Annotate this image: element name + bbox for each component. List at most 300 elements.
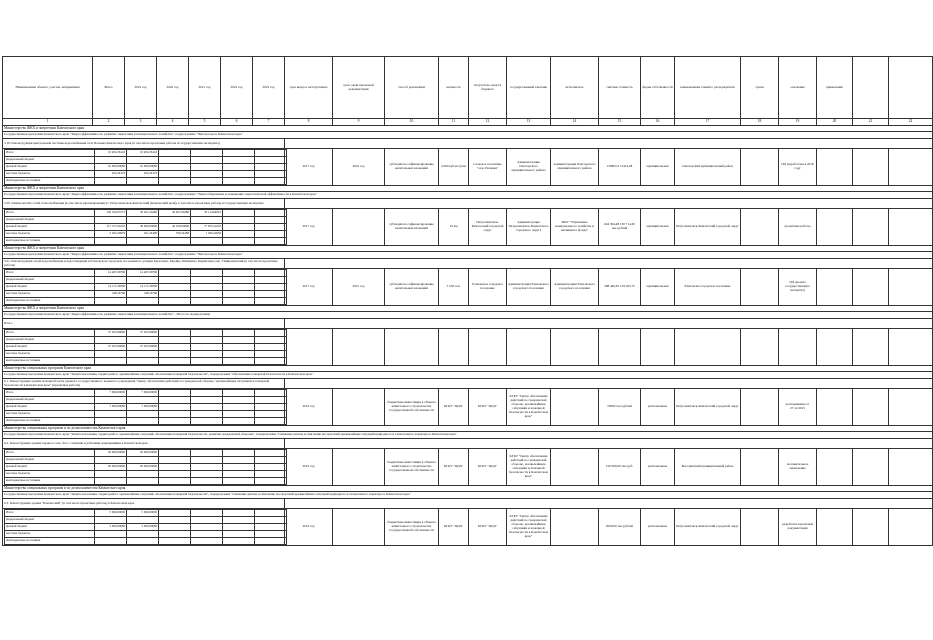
financing-amount [223,524,255,531]
financing-amount [255,390,287,397]
department-name: Министерство ЖКХ и энергетики Камчатского края [3,186,933,192]
object-details-row [3,509,933,546]
financing-amount: 20 000,00000 [127,450,159,457]
financing-amount [191,171,223,178]
financing-row [5,478,287,485]
department-name: Министерство ЖКХ и энергетики Камчатского края [3,126,933,132]
financing-amount [255,531,287,538]
detail-cell: КГКУ "ЦОД" [469,509,507,546]
detail-cell: субсидии на софинансирование капитальных вложений [385,209,439,246]
financing-row [5,217,287,224]
financing-source: краевой бюджет [5,464,95,471]
detail-cell [853,149,889,186]
financing-amount: 44 627,94286 [159,210,191,217]
column-number-cell: 3 [125,119,157,126]
financing-amount: 348,19796 [127,291,159,298]
financing-amount: 10 000,00000 [95,164,127,171]
financing-row [5,210,287,217]
financing-amount [127,457,159,464]
financing-amount [127,517,159,524]
financing-amount [191,337,223,344]
financing-amount [159,277,191,284]
program-name: Государственная программа Камчатского края "Энергоэффективность, развитие энергетики и коммунального хозяйства", подпрограмма "Чистая вода в Камчатском крае" [3,132,933,139]
object-row-spacer [285,379,933,389]
financing-amount: 5 000,00000 [127,524,159,531]
program-row [3,312,933,319]
financing-amount [223,351,255,358]
financing-amount [223,164,255,171]
financing-row [5,284,287,291]
financing-amount [223,157,255,164]
header-cell: мощность [439,57,469,119]
financing-row [5,277,287,284]
object-row [3,499,933,509]
header-cell: сметная стоимость [599,57,641,119]
department-name: Министерство специальных программ и по делам казачества Камчатского края [3,486,933,492]
financing-amount [191,344,223,351]
financing-source: федеральный бюджет [5,217,95,224]
detail-cell [551,389,599,426]
financing-amount [255,157,287,164]
financing-source: федеральный бюджет [5,457,95,464]
detail-cell [439,329,469,366]
detail-cell: Быстринский муниципальный район [675,449,741,486]
column-number-cell: 17 [675,119,741,126]
financing-amount: 14 465,39796 [127,270,159,277]
financing-amount: 20 000,00000 [127,464,159,471]
header-cell: примечание [817,57,853,119]
financing-amount [159,337,191,344]
financing-amount [159,411,191,418]
financing-table [4,149,287,185]
financing-amount [95,351,127,358]
column-number-cell: 4 [157,119,189,126]
financing-row [5,358,287,365]
financing-amount [255,351,287,358]
financing-amount [255,217,287,224]
detail-cell: бюджетные инвестиции в объекты капитального строительства государственной собственности [385,509,439,546]
detail-cell [817,209,853,246]
financing-amount [255,164,287,171]
financing-amount [191,217,223,224]
financing-amount: 10 204,36143 [127,150,159,157]
object-name: 6.2. Реконструкция здания гаража в селе Эссо с жилыми и рабочими помещениями в Камчатском крае [3,439,285,449]
header-cell: исполнитель [551,57,599,119]
financing-amount [255,171,287,178]
detail-cell: Елизовское городское поселение [469,269,507,306]
financing-amount [255,284,287,291]
financing-amount [159,397,191,404]
financing-amount: 7 000,00000 [95,404,127,411]
financing-amount [223,210,255,217]
financing-amount [191,524,223,531]
detail-cell [853,329,889,366]
column-number-cell: 8 [285,119,333,126]
detail-cell: Петропавловск-Камчатский городской округ [675,509,741,546]
financing-source: Итого [5,390,95,397]
object-name: 6.1. Реконструкция здания пожарной части краевого государственного казенного учреждения "Центр обеспечения действий по гражданской обороне, чрезвычайным ситуациям и пожарной безопасности в Камчатском крае" (проектные работы) [3,379,285,389]
detail-cell [741,149,779,186]
detail-cell [285,329,333,366]
detail-cell [385,329,439,366]
financing-amount [255,277,287,284]
object-name: 6.3. Реконструкция здания "Камчатский" (в том числе проектные работы) в Камчатском крае [3,499,285,509]
detail-cell: муниципальная [641,269,675,306]
financing-amount [159,510,191,517]
header-cell: 2019 год [125,57,157,119]
financing-table [4,449,287,485]
financing-amount [127,351,159,358]
financing-row [5,390,287,397]
object-row [3,379,933,389]
column-number-cell: 6 [221,119,253,126]
header-cell: способ реализации [385,57,439,119]
financing-block [3,149,285,186]
financing-amount: 20 000,00000 [95,450,127,457]
financing-amount [159,450,191,457]
financing-amount [255,337,287,344]
object-row-spacer [285,319,933,329]
detail-cell [675,329,741,366]
financing-source: внебюджетные источники [5,298,95,305]
financing-amount [223,450,255,457]
financing-amount [255,178,287,185]
financing-amount [223,224,255,231]
financing-amount: 5 000,00000 [95,510,127,517]
department-name: Министерство ЖКХ и энергетики Камчатского края [3,306,933,312]
detail-cell [333,209,385,246]
financing-amount [223,277,255,284]
financing-amount [223,171,255,178]
program-name: Государственная программа Камчатского края "Защита населения, территорий от чрезвычайных ситуаций, обеспечение пожарной безопасности", подпрограмма "Обеспечение пожарной безопасности в Камчатском крае" [3,372,933,379]
financing-amount: 10 204,36143 [95,150,127,157]
financing-amount [159,351,191,358]
detail-cell: 2015 год [333,269,385,306]
program-row [3,432,933,439]
detail-cell: проектные работы [779,209,817,246]
financing-amount [255,404,287,411]
financing-amount [191,538,223,545]
detail-cell [469,329,507,366]
financing-amount: 2 493,20979 [95,231,127,238]
financing-row [5,524,287,531]
detail-cell [853,389,889,426]
detail-cell [333,509,385,546]
financing-row [5,404,287,411]
financing-amount [255,358,287,365]
financing-amount [159,358,191,365]
financing-amount [159,471,191,478]
detail-cell [889,329,933,366]
object-name: Итого [3,319,285,329]
financing-amount [255,397,287,404]
detail-cell: 2017 год [285,269,333,306]
column-number-cell: 19 [779,119,817,126]
financing-amount [95,411,127,418]
financing-amount [255,457,287,464]
financing-amount [191,471,223,478]
financing-amount [159,284,191,291]
header-cell [853,57,889,119]
financing-amount: 348,19796 [95,291,127,298]
financing-amount [159,270,191,277]
financing-source: краевой бюджет [5,344,95,351]
financing-amount [223,358,255,365]
detail-cell: Петропавловск-Камчатский городской округ [469,209,507,246]
financing-row [5,450,287,457]
financing-amount [255,510,287,517]
financing-amount [191,150,223,157]
detail-cell: 2017 год [285,209,333,246]
financing-amount [255,450,287,457]
financing-amount [159,171,191,178]
financing-amount [223,418,255,425]
financing-block [3,389,285,426]
header-cell: форма собственности [641,57,675,119]
financing-amount [223,478,255,485]
program-name: Государственная программа Камчатского края "Энергоэффективность, развитие энергетики и коммунального хозяйства", подпрограмма "Энергосбережение и повышение энергетической эффективности в Камчатском крае" [3,192,933,199]
detail-cell: КГКУ "ЦОД" [439,449,469,486]
financing-amount [95,217,127,224]
financing-amount [255,344,287,351]
financing-amount [223,510,255,517]
financing-amount [191,277,223,284]
financing-row [5,344,287,351]
detail-cell [779,329,817,366]
detail-cell: Петропавловск-Камчатский городской округ [675,389,741,426]
financing-amount [95,337,127,344]
financing-amount [159,238,191,245]
financing-source: Итого [5,150,95,157]
detail-cell: 139807,6 12414,28 [599,149,641,186]
detail-cell: Олюторский муниципальный район [675,149,741,186]
financing-amount [223,457,255,464]
detail-cell [741,269,779,306]
financing-amount [127,538,159,545]
detail-cell: 70000 тыс.рублей [599,389,641,426]
financing-amount [159,418,191,425]
object-row [3,319,933,329]
header-cell: наименование главного распорядителя [675,57,741,119]
header-cell: Всего [93,57,125,119]
financing-amount [127,531,159,538]
financing-row [5,238,287,245]
detail-cell: 2016 год [285,389,333,426]
detail-cell: КГКУ "ЦОД" [439,509,469,546]
financing-row [5,298,287,305]
financing-amount [223,464,255,471]
detail-cell: Администрация Петропавловск-Камчатского городского округа [507,209,551,246]
object-row-spacer [285,199,933,209]
column-number-cell: 16 [641,119,675,126]
detail-cell [817,269,853,306]
object-name: 3.19. Реконструкция центральной системы водоснабжения села Паланка Камчатского края (в том числе проектные работы и государственная экспертиза) [3,139,285,149]
financing-amount: 451,24490 [127,231,159,238]
object-row-spacer [285,259,933,269]
detail-cell [333,329,385,366]
financing-amount: 1 296,42059 [191,231,223,238]
financing-amount [191,390,223,397]
header-cell: 2020 год [157,57,189,119]
financing-amount [255,224,287,231]
detail-cell: распоряжение от 27.12.2015 [779,389,817,426]
object-details-row [3,389,933,426]
object-name: 3.20. Замена ветхих сетей теплоснабжения (в том числе проектирование) г. Петропавловск-Камчатский (Камчатский край), в том числе проектные работы и государственная экспертиза [3,199,285,209]
financing-amount: 27 633,00000 [95,344,127,351]
program-row [3,252,933,259]
financing-amount [95,178,127,185]
detail-cell: 2000,00 тыс.рублей [599,509,641,546]
financing-block [3,509,285,546]
financing-row [5,411,287,418]
financing-block [3,449,285,486]
financing-source: Итого [5,450,95,457]
financing-row [5,330,287,337]
financing-amount: 14 465,39796 [95,270,127,277]
financing-amount [127,418,159,425]
financing-amount [127,337,159,344]
financing-amount: 120 192,07273 [95,210,127,217]
financing-amount [127,411,159,418]
header-cell: 2021 год [189,57,221,119]
financing-amount [159,178,191,185]
detail-cell: Администрация Олюторского муниципального района [551,149,599,186]
column-number-cell: 21 [853,119,889,126]
financing-amount [255,270,287,277]
detail-cell: 2017 год [285,149,333,186]
detail-cell: 2016 год [285,509,333,546]
financing-amount [191,157,223,164]
financing-source: Итого [5,210,95,217]
detail-cell [889,449,933,486]
detail-cell: КГКУ "Центр обеспечения действий по гражданской обороне, чрезвычайным ситуациям и пожарной безопасности в Камчатском крае" [507,509,551,546]
financing-source: краевой бюджет [5,524,95,531]
header-cell: 2023 год [253,57,285,119]
financing-amount [255,231,287,238]
financing-source: местные бюджеты [5,531,95,538]
detail-cell: Сельское поселение "село Паланка" [469,149,507,186]
header-cell: Наименование объекта, участка, направления [3,57,93,119]
financing-row [5,457,287,464]
object-row [3,439,933,449]
financing-amount [95,471,127,478]
financing-block [3,269,285,306]
financing-amount [255,524,287,531]
financing-amount [159,150,191,157]
financing-amount [223,471,255,478]
financing-amount [223,291,255,298]
financing-amount [255,291,287,298]
detail-cell: Администрация Олюторского муниципального района [507,149,551,186]
financing-source: местные бюджеты [5,171,95,178]
financing-amount [191,284,223,291]
financing-source: краевой бюджет [5,404,95,411]
financing-amount [223,270,255,277]
financing-amount [191,418,223,425]
financing-amount [255,464,287,471]
financing-amount [127,471,159,478]
detail-cell: МКУ "Управление коммунального хозяйства и жилищного фонда" [551,209,599,246]
financing-amount: 766,54286 [159,231,191,238]
financing-amount [255,478,287,485]
financing-source: Итого [5,510,95,517]
object-name: 3.21. Реконструкция сетей водоснабжения и водоотведения в Елизовском городском поселении по улицам Березовая, Завойко, Шевченко, Кирпичная, пер. Тимирязевский (в том числе проектные работы) [3,259,285,269]
financing-amount [223,538,255,545]
column-number-cell: 22 [889,119,933,126]
financing-amount [95,538,127,545]
financing-source: внебюджетные источники [5,358,95,365]
financing-amount [159,464,191,471]
detail-cell: ПД разработана в 2018 году [779,149,817,186]
detail-cell: КГКУ "ЦОД" [469,389,507,426]
financing-amount [159,164,191,171]
financing-amount [159,390,191,397]
financing-row [5,517,287,524]
column-number-cell: 7 [253,119,285,126]
financing-amount [127,298,159,305]
financing-amount: 27 633,00000 [127,344,159,351]
detail-cell [817,509,853,546]
financing-amount [191,351,223,358]
financing-row [5,464,287,471]
detail-cell [551,449,599,486]
detail-cell: Елизовское городское поселение [675,269,741,306]
detail-cell: КГКУ "Центр обеспечения действий по гражданской обороне, чрезвычайным ситуациям и пожарной безопасности в Камчатском крае" [507,449,551,486]
financing-amount [191,358,223,365]
financing-amount: 10 000,00000 [127,164,159,171]
detail-cell: КГКУ "ЦОД" [439,389,469,426]
detail-cell [889,509,933,546]
header-cell: срок сдачи проектной документации [333,57,385,119]
financing-amount: 117 727,91610 [95,224,127,231]
financing-amount [191,464,223,471]
detail-cell [817,329,853,366]
object-details-row [3,269,933,306]
detail-cell [889,209,933,246]
financing-amount [255,471,287,478]
header-cell: основание [779,57,817,119]
detail-cell [551,509,599,546]
column-number-cell: 10 [385,119,439,126]
financing-row [5,351,287,358]
financing-amount [191,404,223,411]
financing-row [5,150,287,157]
header-cell: получатель средств бюджета [469,57,507,119]
financing-amount: 20 000,00000 [95,464,127,471]
financing-amount [255,330,287,337]
financing-row [5,418,287,425]
financing-amount: 77 635,21610 [191,224,223,231]
object-details-row [3,149,933,186]
financing-amount [255,298,287,305]
financing-amount [127,397,159,404]
financing-source: внебюджетные источники [5,538,95,545]
detail-cell: Петропавловск-Камчатский городской округ [675,209,741,246]
financing-amount [191,291,223,298]
object-row [3,139,933,149]
financing-source: внебюджетные источники [5,238,95,245]
financing-amount [223,231,255,238]
detail-cell: 10 км [439,209,469,246]
detail-cell: региональная [641,389,675,426]
financing-source: внебюджетные источники [5,478,95,485]
department-name: Министерство специальных программ Камчатского края [3,366,933,372]
financing-amount [159,524,191,531]
financing-amount [95,358,127,365]
financing-amount [255,411,287,418]
financing-source: краевой бюджет [5,224,95,231]
detail-cell: КГКУ "Центр обеспечения действий по гражданской обороне, чрезвычайным ситуациям и пожарной безопасности в Камчатском крае" [507,389,551,426]
